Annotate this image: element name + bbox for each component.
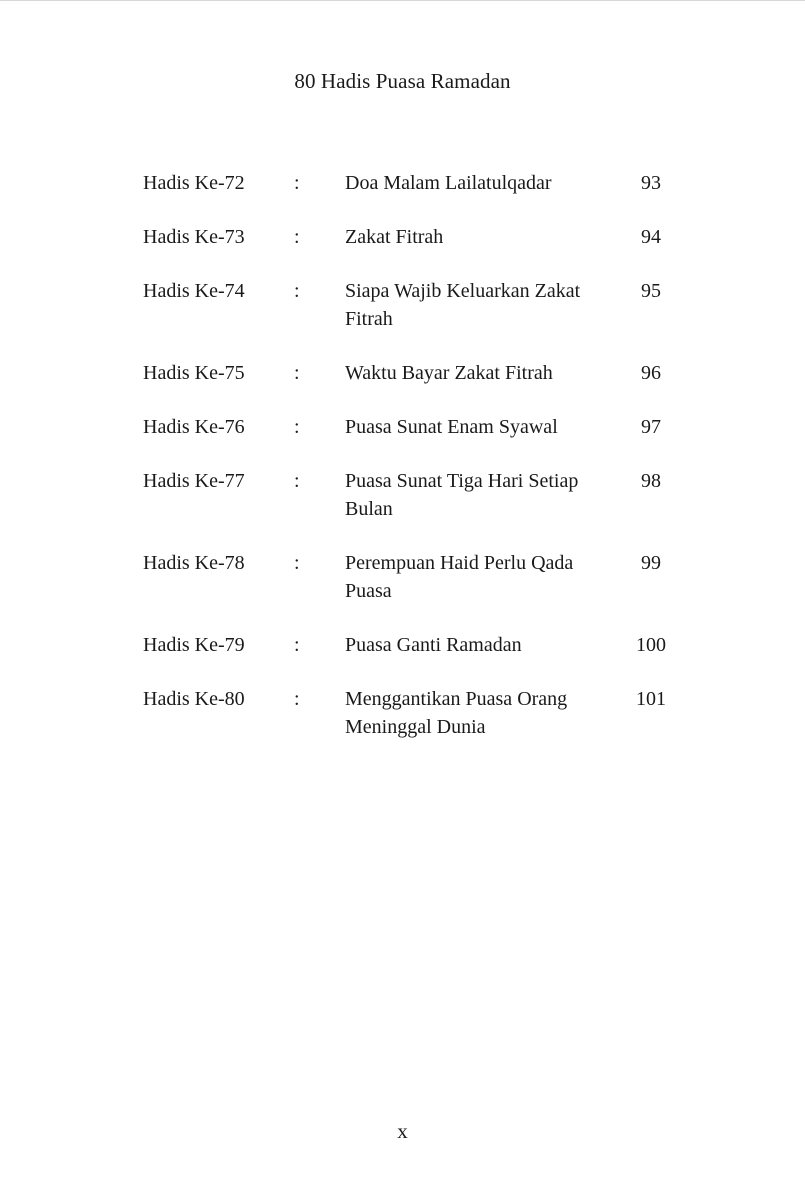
toc-entry-title: Waktu Bayar Zakat Fitrah [345,362,553,384]
toc-entry [143,413,703,441]
toc-entry-label: Hadis Ke-74 [143,280,245,302]
running-header: 80 Hadis Puasa Ramadan [294,69,511,93]
toc-entry-separator: : [294,416,300,438]
toc-entry-page: 98 [641,470,661,492]
toc-entry [143,169,703,197]
toc-entry-separator: : [294,172,300,194]
toc-entry-page: 93 [641,172,661,194]
toc-entry-title: Puasa Ganti Ramadan [345,634,522,656]
toc-entry-page: 97 [641,416,661,438]
toc-entry-label: Hadis Ke-72 [143,172,245,194]
toc-entry-title: Siapa Wajib Keluarkan Zakat Fitrah [345,280,581,330]
toc-entry-page: 100 [636,634,666,656]
toc-entry-page: 94 [641,226,661,248]
toc-entry-title: Doa Malam Lailatulqadar [345,172,552,194]
toc-entry-title: Puasa Sunat Tiga Hari Setiap Bulan [345,470,579,520]
toc-entry-separator: : [294,634,300,656]
toc-entry [143,631,703,659]
toc-entry-separator: : [294,362,300,384]
toc-entry-separator: : [294,470,300,492]
toc-entry [143,549,703,605]
page-number: x [397,1119,408,1143]
toc-entry-title: Puasa Sunat Enam Syawal [345,416,558,438]
toc-entry-page: 99 [641,552,661,574]
toc-entry [143,359,703,387]
toc-entry-separator: : [294,688,300,710]
toc-entry-separator: : [294,552,300,574]
toc-entry [143,277,703,333]
table-of-contents [143,169,703,767]
toc-entry [143,223,703,251]
toc-entry-separator: : [294,226,300,248]
toc-entry-title: Menggantikan Puasa Orang Meninggal Dunia [345,688,568,738]
toc-entry-page: 101 [636,688,666,710]
toc-entry-label: Hadis Ke-73 [143,226,245,248]
toc-entry-label: Hadis Ke-76 [143,416,245,438]
toc-entry-label: Hadis Ke-79 [143,634,245,656]
toc-entry-separator: : [294,280,300,302]
toc-entry-label: Hadis Ke-80 [143,688,245,710]
toc-entry-page: 95 [641,280,661,302]
toc-entry-label: Hadis Ke-75 [143,362,245,384]
toc-entry-label: Hadis Ke-78 [143,552,245,574]
toc-entry-title: Perempuan Haid Perlu Qada Puasa [345,552,574,602]
toc-entry-label: Hadis Ke-77 [143,470,245,492]
toc-entry-page: 96 [641,362,661,384]
toc-entry [143,467,703,523]
toc-entry [143,685,703,741]
toc-entry-title: Zakat Fitrah [345,226,444,248]
